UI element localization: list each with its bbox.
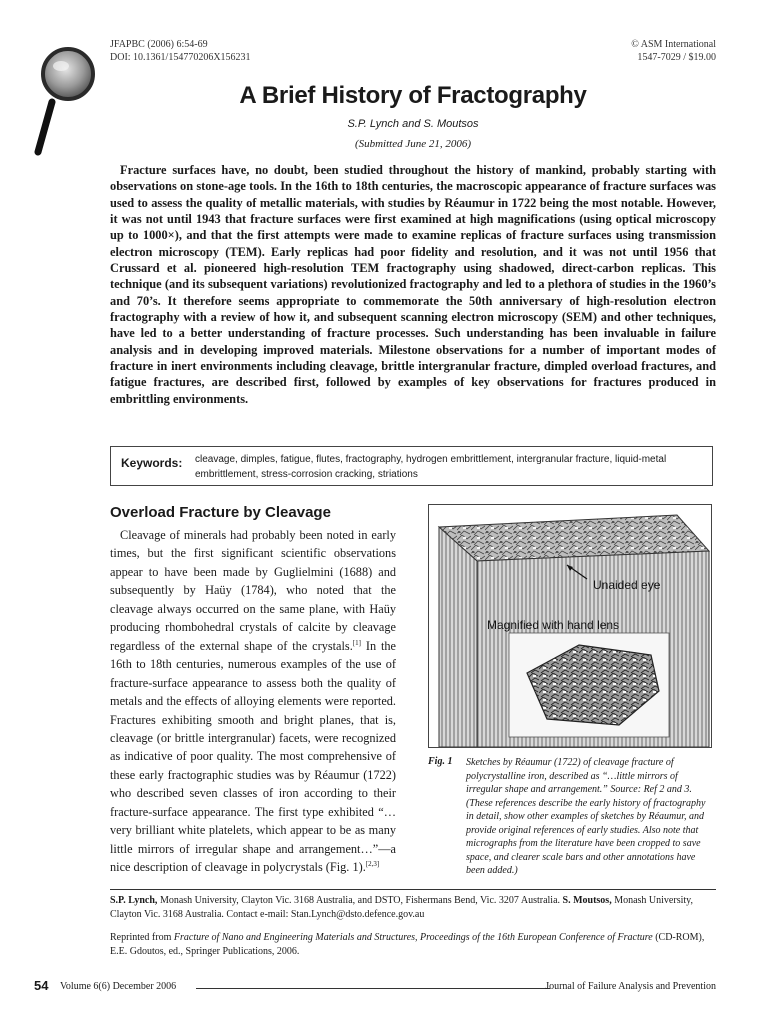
- body-paragraph: [110, 526, 396, 877]
- page-footer: [34, 980, 716, 994]
- journal-header-right: [631, 38, 716, 64]
- author-name-1: S.P. Lynch,: [110, 895, 158, 906]
- keywords-box: [110, 446, 713, 486]
- label-unaided-eye: Unaided eye: [593, 578, 661, 592]
- citation: [1]: [352, 638, 361, 647]
- citation: [2,3]: [365, 860, 380, 869]
- fracture-sketch: [429, 505, 711, 747]
- copyright: © ASM International: [631, 39, 716, 50]
- doi: DOI: 10.1361/154770206X156231: [110, 52, 251, 63]
- page-number: 54: [34, 978, 49, 993]
- reprint-note: [110, 931, 716, 958]
- keywords-label: Keywords:: [121, 456, 183, 470]
- issn-price: 1547-7029 / $19.00: [637, 52, 716, 63]
- figure-caption: Sketches by Réaumur (1722) of cleavage fracture of polycrystalline iron, described as “…little mirrors of irregular shape and arrangement.” Source: Ref 2 and 3. (These references describe the early history of fractography in detail, show other examples of sketches by Réaumur, and provide original references of early studies. Also note that micrographs from the literature have been cropped to save space, and clearer scale bars and other annotations have been added.): [466, 757, 706, 876]
- keywords-text: cleavage, dimples, fatigue, flutes, fractography, hydrogen embrittlement, intergranular fracture, liquid-metal embrittlement, stress-corrosion cracking, striations: [195, 454, 667, 480]
- footer-rule: [196, 988, 550, 989]
- affiliation: [110, 894, 716, 921]
- section-title: Overload Fracture by Cleavage: [110, 504, 331, 521]
- divider: [110, 889, 716, 890]
- abstract: Fracture surfaces have, no doubt, been studied throughout the history of mankind, probably starting with observations on stone-age tools. In the 16th to 18th centuries, the macroscopic appearance of fracture surfaces was used to assess the quality of metallic materials, with studies by Réaumur in 1722 being the most notable. However, it was not until 1943 that fracture surfaces were first examined at high magnifications (using optical microscopy up to 1000×), and that the first attempts were made to examine replicas of fracture surfaces using transmission electron microscopy (TEM). Early replicas had poor fidelity and resolution, and it was not until 1956 that Crussard et al. pioneered high-resolution TEM fractography using shadowed, direct-carbon replicas. This technique (and its subsequent variations) revolutionized fractography and led to a plethora of studies in the 1960’s and 70’s. It therefore seems appropriate to commemorate the 50th anniversary of high-resolution electron fractography with a review of how it, and subsequent scanning electron microscopy (SEM) and other techniques, have led to a better understanding of fracture processes. Such understanding has been invaluable in failure analysis and in developing improved materials. Milestone observations for a number of important modes of fracture in inert environments including cleavage, brittle intergranular fracture, dimpled overload fractures, and fatigue fractures, are described first, followed by examples of key observations for fractures produced in embrittling environments.: [110, 163, 716, 406]
- reprint-prefix: Reprinted from: [110, 932, 174, 943]
- affiliation-text-2: Monash University, Clayton Vic. 3168 Australia. Contact e-mail: Stan.Lynch@dsto.defence.gov.au: [110, 895, 693, 920]
- figure-1: [428, 504, 712, 748]
- body-text-1: Cleavage of minerals had probably been noted in early times, but the first significant scientific observations appear to have been made by Guglielmini (1688) and subsequently by Haüy (1784), who noted that the cleavage always occurred on the same plane, with Haüy producing rhombohedral crystals of calcite by cleavage regardless of the external shape of the crystals.: [110, 528, 396, 653]
- authors: S.P. Lynch and S. Moutsos: [347, 118, 479, 130]
- affiliation-text-1: Monash University, Clayton Vic. 3168 Australia, and DSTO, Fishermans Bend, Vic. 3207 Australia.: [157, 895, 563, 906]
- body-text-2: In the 16th to 18th centuries, numerous examples of the use of fracture-surface appearance to assess both the quality of metals and the effects of alloying elements were reported. Fractures exhibiting smooth and bright planes, that is, cleavage (or brittle intergranular) facets, were recognized as indicative of poor quality. The most comprehensive of these early fractographic studies was by Réaumur (1722) who described seven classes of iron according to their fracture-surface appearance. The first type exhibited “…very brilliant white platelets, which appear to be as many little mirrors of irregular shape and arrangement…”—a nice description of cleavage in polycrystals (Fig. 1).: [110, 638, 396, 875]
- paper-title: A Brief History of Fractography: [239, 82, 587, 109]
- label-magnified: Magnified with hand lens: [487, 618, 620, 632]
- issue-info: Volume 6(6) December 2006: [60, 981, 177, 992]
- journal-name: Journal of Failure Analysis and Prevention: [545, 981, 716, 992]
- magnifier-logo-icon: [34, 46, 96, 163]
- figure-caption-label: Fig. 1: [428, 756, 453, 767]
- journal-code: JFAPBC (2006) 6:54-69: [110, 39, 208, 50]
- reprint-suffix: (CD-ROM), E.E. Gdoutos, ed., Springer Publications, 2006.: [110, 932, 705, 957]
- reprint-source: Fracture of Nano and Engineering Materials and Structures, Proceedings of the 16th European Conference of Fracture: [173, 932, 653, 943]
- journal-header-left: [110, 38, 251, 64]
- author-name-2: S. Moutsos,: [562, 895, 612, 906]
- submitted-date: (Submitted June 21, 2006): [354, 138, 472, 150]
